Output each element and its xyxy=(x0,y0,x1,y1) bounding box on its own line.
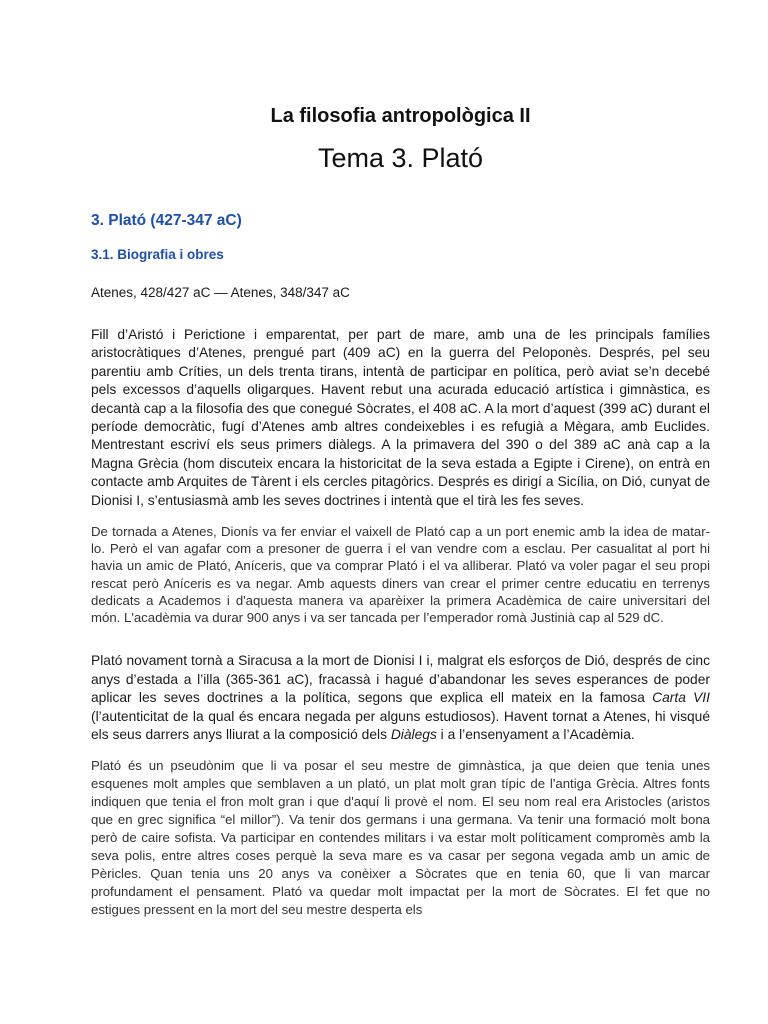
paragraph-return-athens: De tornada a Atenes, Dionís va fer enviar el vaixell de Plató cap a un port enemic amb la idea de matar-lo. Però el van agafar com a presoner de guerra i el van vendre com a esclau. Per casualitat al port hi havia un amic de Plató, Aníceris, que va comprar Plató i el va alliberar. Plató va voler pagar el seu propi rescat però Aníceris es va negar. Amb aquests diners van crear el primer centre educatiu en terrenys dedicats a Academos i d'aquesta manera va aparèixer la primera Acadèmica de caire universitari del món. L'acadèmia va durar 900 anys i va ser tancada per l’emperador romà Justinià cap al 529 dC. xyxy=(91,524,710,626)
subsection-heading: 3.1. Biografia i obres xyxy=(91,247,224,262)
section-heading: 3. Plató (427-347 aC) xyxy=(91,212,242,229)
document-title: La filosofia antropològica II xyxy=(270,105,531,127)
dialegs-title: Diàlegs xyxy=(390,726,437,742)
paragraph-biography: Fill d’Aristó i Perictione i emparentat, per part de mare, amb una de les principals famílies aristocràtiques d’Atenes, prengué part (409 aC) en la guerra del Peloponès. Després, pel seu parentiu amb Críties, un dels trenta tirans, intentà de participar en política, però aviat se’n decebé pels excessos d’aquells oligarques. Havent rebut una acurada educació artística i gimnàstica, es decantà cap a la filosofia des que conegué Sòcrates, el 408 aC. A la mort d’aquest (399 aC) durant el període democràtic, fugí d’Atenes amb altres condeixebles i es refugià a Mègara, amb Euclides. Mentrestant escriví els seus primers diàlegs. A la primavera del 390 o del 389 aC anà cap a la Magna Grècia (hom discuteix encara la historicitat de la seva estada a Egipte i Cirene), on entrà en contacte amb Arquites de Tàrent i els cercles pitagòrics. Després es dirigí a Sicília, on Dió, cunyat de Dionisi I, s’entusiasmà amb les seves doctrines i intentà que el tirà les fes seves. xyxy=(91,327,710,508)
paragraph-syracuse-part-1: Plató novament tornà a Siracusa a la mort de Dionisi I i, malgrat els esforços de Dió, després de cinc anys d’estada a l’illa (365-361 aC), fracassà i hagué d’abandonar les seves esperances de poder aplicar les seves doctrines a la política, segons que explica ell mateix en la famosa xyxy=(91,653,710,706)
paragraph-pseudonym: Plató és un pseudònim que li va posar el seu mestre de gimnàstica, ja que deien que tenia unes esquenes molt amples que semblaven a un plató, un plat molt gran típic de l'antiga Grècia. Altres fonts indiquen que tenia el fron molt gran i que d'aquí li provè el nom. El seu nom real era Aristocles (aristos que en grec significa “el millor”). Va tenir dos germans i una germana. Va tenir una formació molt bona però de caire sofista. Va participar en contendes militars i va estar molt políticament compromès amb la seva polis, entre altres coses perquè la seva mare es va casar per segona vegada amb un amic de Pèricles. Quan tenia uns 20 anys va conèixer a Sòcrates que en tenia 60, que li van marcar profundament el pensament. Plató va quedar molt impactat per la mort de Sòcrates. El fet que no estigues pressent en la mort del seu mestre desperta els xyxy=(91,758,710,918)
paragraph-syracuse-part-3: i a l’ensenyament a l’Acadèmia. xyxy=(436,726,635,742)
carta-vii-title: Carta VII xyxy=(652,690,710,706)
paragraph-syracuse-part-2: (l’autenticitat de la qual és encara negada per alguns estudiosos). Havent tornat a Atenes, hi visqué els seus darrers anys lliurat a la composició dels xyxy=(91,708,710,742)
paragraph-syracuse xyxy=(91,652,710,744)
document-subtitle: Tema 3. Plató xyxy=(317,143,484,173)
birth-death-dates: Atenes, 428/427 aC — Atenes, 348/347 aC xyxy=(91,285,350,300)
